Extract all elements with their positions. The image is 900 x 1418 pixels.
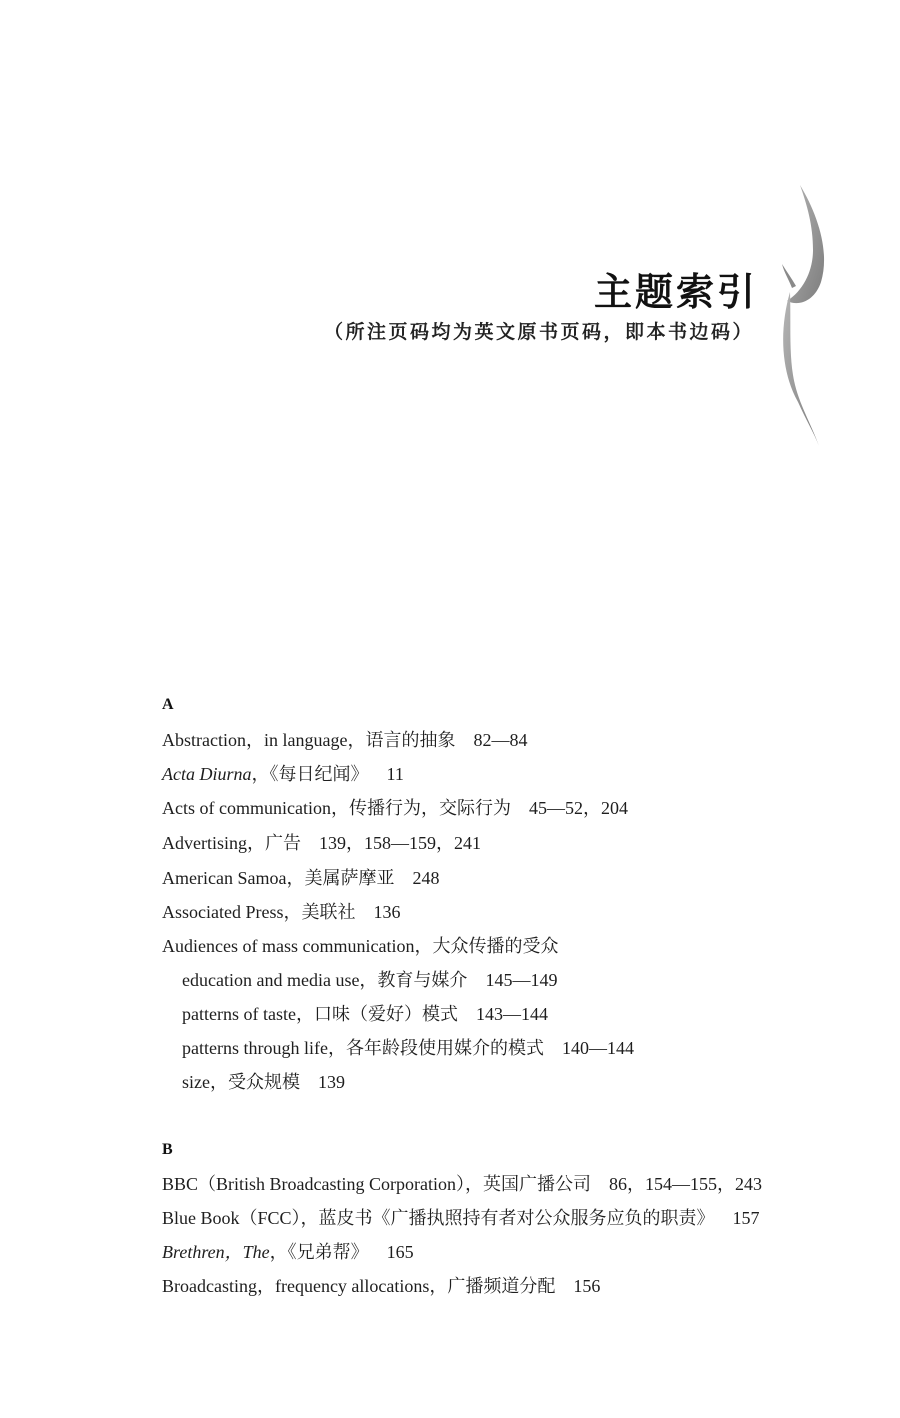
entry-term: Abstraction，in language，语言的抽象	[162, 730, 456, 750]
entry-term: American Samoa，美属萨摩亚	[162, 868, 395, 888]
subentry-term: patterns of taste，口味（爱好）模式	[182, 1004, 458, 1024]
index-entry	[162, 1206, 760, 1230]
page-title: 主题索引	[593, 272, 758, 314]
subentry-pages: 140—144	[561, 1038, 634, 1058]
index-subentry	[182, 1070, 345, 1094]
decorative-flourish	[770, 180, 840, 450]
entry-pages: 11	[386, 764, 404, 784]
entry-term: Blue Book（FCC），蓝皮书《广播执照持有者对公众服务应负的职责》	[162, 1208, 715, 1228]
section-letter-b: B	[162, 1141, 173, 1158]
entry-term: BBC（British Broadcasting Corporation），英国广播公司	[162, 1174, 591, 1194]
entry-pages: 139，158—159，241	[319, 833, 481, 853]
entry-term: Audiences of mass communication，大众传播的受众	[162, 936, 559, 956]
entry-term: Advertising，广告	[162, 833, 301, 853]
index-entry	[162, 728, 527, 752]
entry-pages: 156	[573, 1276, 601, 1296]
index-entry	[162, 1274, 600, 1298]
entry-pages: 86，154—155，243	[608, 1174, 762, 1194]
section-letter-a: A	[162, 696, 174, 713]
entry-term-italic: Brethren，The	[162, 1242, 270, 1262]
index-entry	[162, 934, 558, 958]
subentry-term: size，受众规模	[182, 1072, 300, 1092]
entry-pages: 248	[412, 868, 440, 888]
entry-term: Broadcasting，frequency allocations，广播频道分配	[162, 1276, 556, 1296]
entry-pages: 157	[732, 1208, 760, 1228]
entry-term-italic: Acta Diurna	[162, 764, 252, 784]
entry-pages: 165	[386, 1242, 414, 1262]
subentry-pages: 143—144	[475, 1004, 548, 1024]
subentry-term: patterns through life，各年龄段使用媒介的模式	[182, 1038, 544, 1058]
entry-term: Acts of communication，传播行为，交际行为	[162, 798, 511, 818]
index-entry	[162, 762, 404, 786]
index-entry	[162, 1240, 414, 1264]
flourish-lower-stroke	[783, 292, 819, 446]
entry-pages: 82—84	[473, 730, 528, 750]
page-subtitle: （所注页码均为英文原书页码，即本书边码）	[323, 322, 754, 343]
entry-term: ，《兄弟帮》	[269, 1242, 369, 1262]
index-entry	[162, 1172, 762, 1196]
entry-pages: 45—52，204	[528, 798, 628, 818]
index-subentry	[182, 1002, 548, 1026]
index-subentry	[182, 1036, 634, 1060]
index-entry	[162, 900, 400, 924]
flourish-tip-stroke	[782, 264, 796, 288]
subentry-pages: 139	[317, 1072, 345, 1092]
entry-term: ，《每日纪闻》	[251, 764, 369, 784]
index-entry	[162, 866, 439, 890]
entry-term: Associated Press，美联社	[162, 902, 356, 922]
subentry-term: education and media use，教育与媒介	[182, 970, 468, 990]
index-entry	[162, 831, 481, 855]
subentry-pages: 145—149	[485, 970, 558, 990]
index-subentry	[182, 968, 557, 992]
index-entry	[162, 796, 628, 820]
entry-pages: 136	[373, 902, 401, 922]
